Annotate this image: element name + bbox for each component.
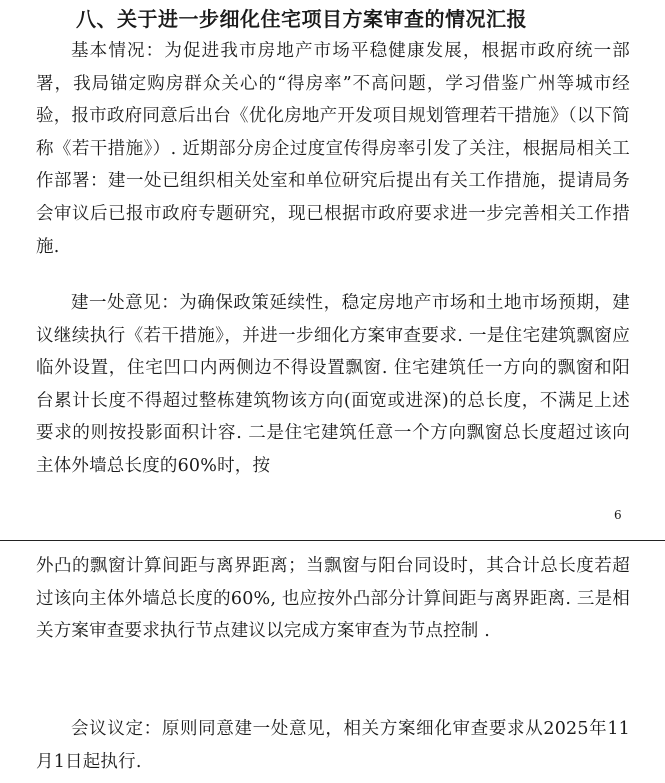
document-page-lower xyxy=(0,546,665,783)
section-heading: 八、关于进一步细化住宅项目方案审查的情况汇报 xyxy=(76,7,527,31)
page-break-divider xyxy=(0,540,665,541)
paragraph-opinion-part1: 建一处意见：为确保政策延续性，稳定房地产市场和土地市场预期，建议继续执行《若干措施》，并进一步细化方案审查要求. 一是住宅建筑飘窗应临外设置，住宅凹口内两侧边不得设置飘窗. 住宅建筑任一方向的飘窗和阳台累计长度不得超过整栋建筑物该方向(面宽或进深)的总长度，不满足上述要求的则按投影面积计容. 二是住宅建筑任意一个方向飘窗总长度超过该向主体外墙总长度的60%时，按 xyxy=(36,293,630,476)
page-number: 6 xyxy=(614,508,622,522)
paragraph-meeting-decision: 会议议定：原则同意建一处意见，相关方案细化审查要求从2025年11月1日起执行. xyxy=(36,719,630,772)
paragraph-basic-situation: 基本情况：为促进我市房地产市场平稳健康发展，根据市政府统一部署，我局锚定购房群众关心的“得房率”不高问题，学习借鉴广州等城市经验，报市政府同意后出台《优化房地产开发项目规划管理若干措施》（以下简称《若干措施》）. 近期部分房企过度宣传得房率引发了关注，根据局相关工作部署：建一处已组织相关处室和单位研究后提出有关工作措施，提请局务会审议后已报市政府专题研究，现已根据市政府要求进一步完善相关工作措施. xyxy=(36,41,630,257)
paragraph-opinion-part2: 外凸的飘窗计算间距与离界距离；当飘窗与阳台同设时，其合计总长度若超过该向主体外墙总长度的60%, 也应按外凸部分计算间距与离界距离. 三是相关方案审查要求执行节点建议以完成方案审查为节点控制 . xyxy=(36,556,630,642)
